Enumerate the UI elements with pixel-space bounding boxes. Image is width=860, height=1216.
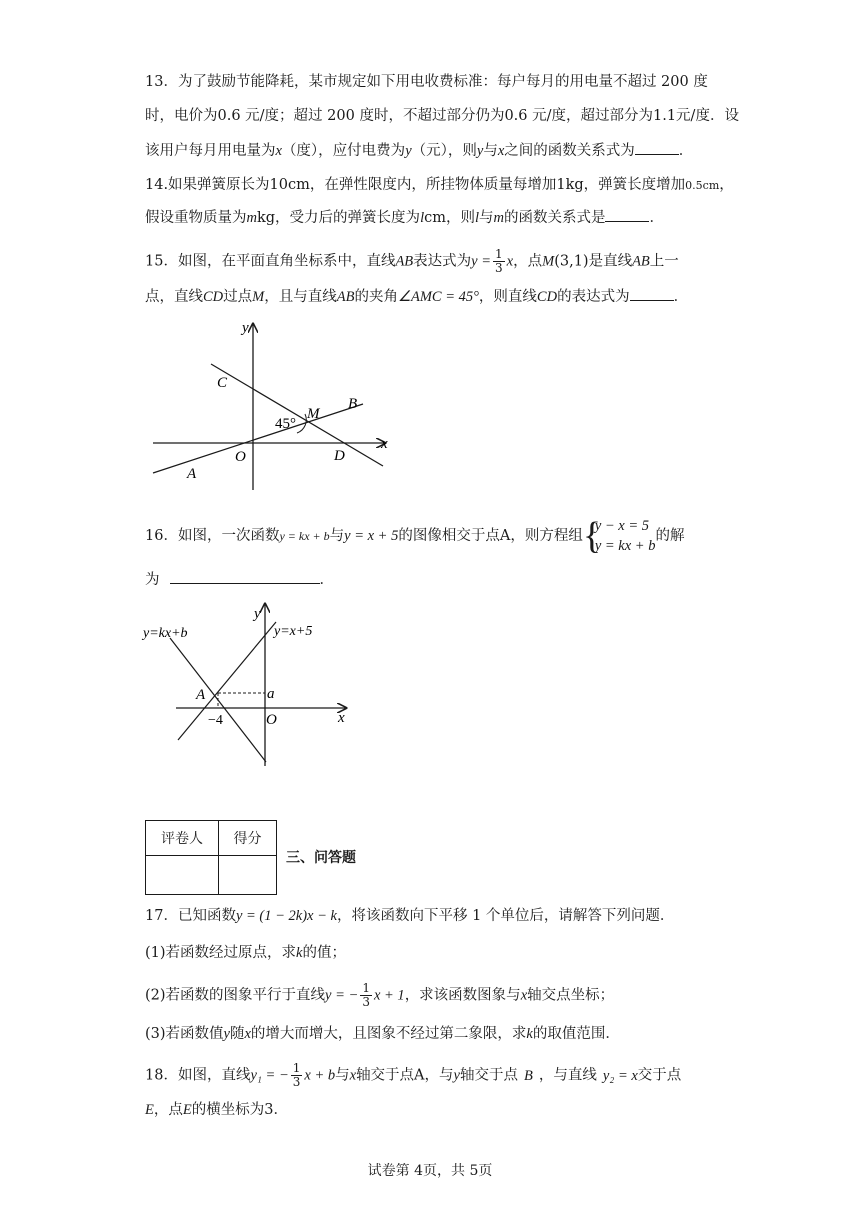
label-C: C (217, 375, 228, 391)
label-O: O (266, 712, 277, 728)
grader-cell[interactable] (146, 856, 219, 895)
answer-blank-14[interactable] (605, 221, 649, 222)
label-M: M (307, 406, 320, 422)
q15-line2: 点，直线CD过点M，且与直线AB的夹角∠AMC = 45°，则直线CD的表达式为 ． (145, 289, 689, 305)
label-a: a (267, 686, 275, 702)
q13-line2: 时，电价为0.6 元/度；超过 200 度时，不超过部分仍为0.6 元/度，超过部分为1.1元/度．设 (145, 108, 739, 124)
label-D: D (334, 448, 345, 464)
header-score: 得分 (219, 821, 277, 856)
line-y-x-5 (178, 622, 276, 740)
q13-line3: 该用户每月用电量为x（度），应付电费为y（元），则y与x之间的函数关系式为 ． (145, 143, 694, 159)
header-grader: 评卷人 (146, 821, 219, 856)
score-table (145, 820, 277, 895)
line-AB (153, 404, 363, 473)
q18-line1: 18．如图，直线y₁ = − $\frac{1}{3}$ x + b与x轴交于点A，与y轴交于点 B ，与直线 y₂ = x交于点 (145, 1061, 682, 1089)
label-B: B (348, 396, 358, 412)
page-footer: 试卷第 4页，共 5页 (367, 1163, 493, 1179)
label-A: A (187, 466, 197, 482)
q17-part3: (3)若函数值y随x的增大而增大，且图象不经过第二象限，求k的取值范围． (145, 1026, 620, 1042)
label-A: A (196, 687, 206, 703)
q17-part2: (2)若函数的图象平行于直线y = − $\frac{1}{3}$ x + 1，求该函数图象与x轴交点坐标； (145, 981, 615, 1009)
q17-line1: 17．已知函数y = (1 − 2k)x − k，将该函数向下平移 1 个单位后，请解答下列问题． (145, 908, 675, 924)
q16-line2: 为 ． (145, 572, 334, 588)
fraction-one-third: $\frac{1}{3}$ (495, 247, 503, 275)
fraction-one-third: $\frac{1}{3}$ (292, 1061, 301, 1089)
label-y-kx-b: y=kx+b (143, 626, 188, 641)
answer-blank-16[interactable] (170, 583, 320, 584)
label-minus-4: −4 (208, 713, 223, 728)
answer-blank-13[interactable] (635, 154, 679, 155)
label-45-degree: 45° (275, 416, 296, 432)
q16-line1: 16．如图，一次函数y = kx + b与y = x + 5的图像相交于点A，则方程组 { y − x = 5 y = kx + b 的解 (145, 515, 685, 557)
q16-figure (140, 600, 360, 770)
score-cell[interactable] (219, 856, 277, 895)
q14-line1: 14.如果弹簧原长为10cm，在弹性限度内，所挂物体质量每增加1kg，弹簧长度增加0.5cm， (145, 177, 734, 193)
q13-line1: 13．为了鼓励节能降耗，某市规定如下用电收费标准：每户每月的用电量不超过 200 度 (145, 74, 708, 90)
label-y-x-5: y=x+5 (274, 624, 313, 639)
fraction-one-third: $\frac{1}{3}$ (362, 981, 370, 1009)
q15-line1: 15．如图，在平面直角坐标系中，直线AB表达式为y = $\frac{1}{3}$ x，点M(3,1)是直线AB上一 (145, 247, 679, 275)
answer-blank-15[interactable] (630, 300, 674, 301)
q14-line2: 假设重物质量为mkg，受力后的弹簧长度为lcm，则l与m的函数关系式是 ． (145, 210, 664, 226)
q17-part1: (1)若函数经过原点，求k的值； (145, 945, 346, 961)
label-y: y (242, 320, 249, 336)
label-y: y (254, 606, 261, 622)
equation-system: { y − x = 5 y = kx + b (582, 515, 656, 557)
label-x: x (338, 710, 345, 726)
section-title: 三、问答题 (286, 850, 356, 866)
label-O: O (235, 449, 246, 465)
label-x: x (381, 436, 388, 452)
q15-figure (145, 318, 395, 493)
q18-line2: E，点E的横坐标为3． (145, 1102, 288, 1118)
